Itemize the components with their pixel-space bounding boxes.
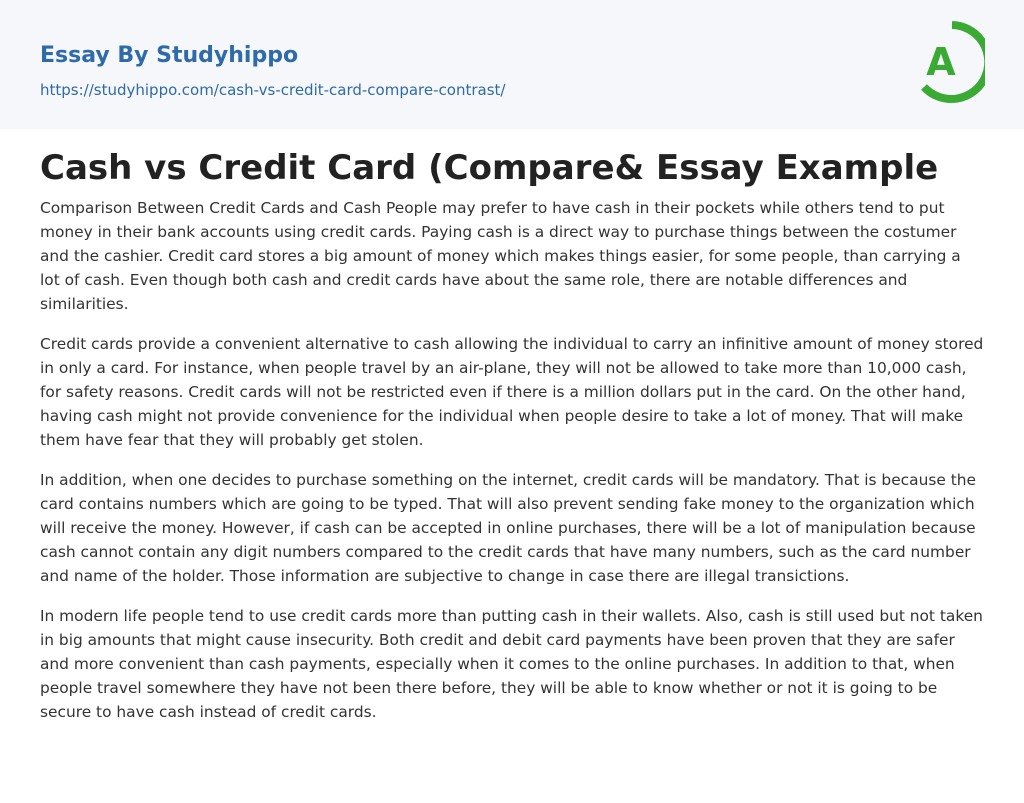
article-paragraph: Comparison Between Credit Cards and Cash People may prefer to have cash in their pockets while others tend to put money in their bank accounts using credit cards. Paying cash is a direct way to purchase things between the costumer and the cashier. Credit card stores a big amount of money which makes things easier, for some people, than carrying a lot of cash. Even though both cash and credit cards have about the same role, there are notable differences and similarities. xyxy=(40,199,961,313)
article xyxy=(0,146,1024,724)
logo-letter: A xyxy=(926,40,956,84)
article-paragraph: In addition, when one decides to purchase something on the internet, credit cards will be mandatory. That is because the card contains numbers which are going to be typed. That will also prevent sending fake money to the organization which will receive the money. However, if cash can be accepted in online purchases, there will be a lot of manipulation because cash cannot contain any digit numbers compared to the credit cards that have many numbers, such as the card number and name of the holder. Those information are subjective to change in case there are illegal transictions. xyxy=(40,471,976,585)
page-title: Cash vs Credit Card (Compare& Essay Example xyxy=(40,148,939,188)
page-url-link[interactable]: https://studyhippo.com/cash-vs-credit-card-compare-contrast/ xyxy=(40,81,506,99)
site-header xyxy=(0,0,1024,129)
article-paragraph: Credit cards provide a convenient alternative to cash allowing the individual to carry an infinitive amount of money stored in only a card. For instance, when people travel by an air-plane, they will not be allowed to take more than 10,000 cash, for safety reasons. Credit cards will not be restricted even if there is a million dollars put in the card. On the other hand, having cash might not provide convenience for the individual when people desire to take a lot of money. That will make them have fear that they will probably get stolen. xyxy=(40,335,984,449)
article-paragraph: In modern life people tend to use credit cards more than putting cash in their wallets. Also, cash is still used but not taken in big amounts that might cause insecurity. Both credit and debit card payments have been proven that they are safer and more convenient than cash payments, especially when it comes to the online purchases. In addition to that, when people travel somewhere they have not been there before, they will be able to know whether or not it is going to be secure to have cash instead of credit cards. xyxy=(40,607,983,721)
studyhippo-logo-icon[interactable] xyxy=(915,19,985,105)
site-title[interactable]: Essay By Studyhippo xyxy=(40,43,299,68)
